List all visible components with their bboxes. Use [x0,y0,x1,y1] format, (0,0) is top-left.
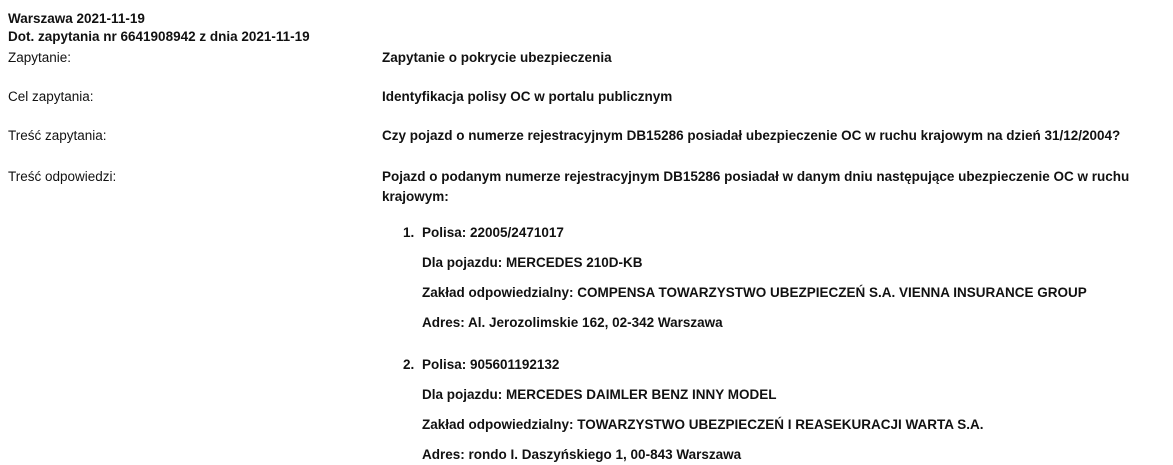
policy-number: 2. Polisa: 905601192132 [422,357,560,372]
policy-address: Adres: Al. Jerozolimskie 162, 02-342 Warszawa [422,315,723,330]
policy-number: 1. Polisa: 22005/2471017 [422,225,564,240]
field-value-purpose: Identyfikacja polisy OC w portalu publicznym [382,89,673,104]
field-value-question: Czy pojazd o numerze rejestracyjnym DB15286 posiadał ubezpieczenie OC w ruchu krajowym na dzień 31/12/2004? [382,128,1121,143]
policy-vehicle: Dla pojazdu: MERCEDES DAIMLER BENZ INNY MODEL [422,387,777,402]
field-label-question: Treść zapytania: [8,128,107,143]
answer-intro-text: Pojazd o podanym numerze rejestracyjnym DB15286 posiadał w danym dniu następujące ubezpieczenie OC w ruchu krajowym: [382,169,1130,204]
list-item [418,355,1163,465]
field-row-answer [0,167,1173,465]
list-item [418,223,1163,333]
field-rows [0,48,1173,465]
field-row-question [0,126,1173,146]
field-value-answer [382,167,1173,465]
field-label-answer: Treść odpowiedzi: [8,169,117,184]
place-and-date: Warszawa 2021-11-19 [8,11,145,26]
policy-address: Adres: rondo I. Daszyńskiego 1, 00-843 Warszawa [422,447,742,462]
policy-insurer: Zakład odpowiedzialny: TOWARZYSTWO UBEZPIECZEŃ I REASEKURACJI WARTA S.A. [422,417,984,432]
field-value-inquiry: Zapytanie o pokrycie ubezpieczenia [382,50,612,65]
field-row-inquiry [0,48,1173,68]
policy-vehicle: Dla pojazdu: MERCEDES 210D-KB [422,255,643,270]
policy-list [382,223,1163,465]
field-row-purpose [0,87,1173,107]
inquiry-reference: Dot. zapytania nr 6641908942 z dnia 2021-11-19 [8,29,310,44]
field-label-inquiry: Zapytanie: [8,50,72,65]
policy-insurer: Zakład odpowiedzialny: COMPENSA TOWARZYSTWO UBEZPIECZEŃ S.A. VIENNA INSURANCE GROUP [422,285,1087,300]
field-label-purpose: Cel zapytania: [8,89,94,104]
document-header [0,0,1173,46]
